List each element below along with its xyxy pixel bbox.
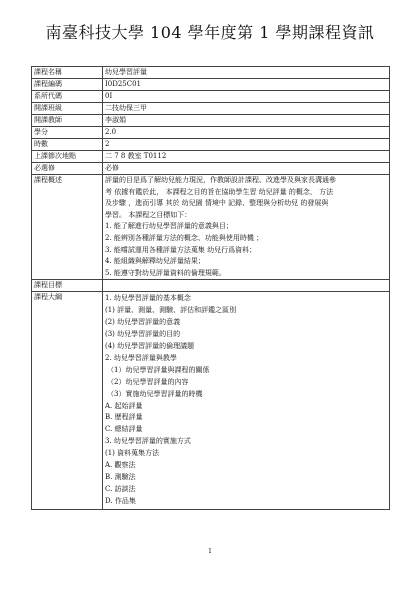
outline-item: A. 觀察法: [105, 461, 136, 470]
row-label: 課程概述: [32, 175, 103, 280]
outline-item: （3）實施幼兒學習評量的時機: [107, 389, 203, 398]
outline-item: D. 作品集: [105, 496, 136, 505]
table-row: [32, 139, 390, 151]
goal-item: 1. 能了解進行幼兒學習評量的意義與目；: [105, 222, 233, 231]
outline-item: 2. 幼兒學習評量與教學: [105, 353, 177, 362]
table-row: [32, 91, 390, 103]
row-value: 必修: [103, 163, 390, 175]
outline-item: (1) 資料蒐集方法: [105, 449, 160, 458]
overview-line: 及步驟 ，進而引導 其於 幼兒園 情境中 記錄、整理與分析幼兒 的發展與: [105, 199, 329, 208]
table-row-objectives: [32, 280, 390, 292]
table-row-overview: [32, 175, 390, 280]
row-value: 2.0: [103, 127, 390, 139]
outline-item: （2）幼兒學習評量的內容: [107, 377, 189, 386]
outline-cell: [103, 292, 390, 509]
outline-item: B. 測驗法: [105, 472, 136, 481]
table-row: [32, 79, 390, 91]
table-row: [32, 103, 390, 115]
row-label: 開課班級: [32, 103, 103, 115]
outline-item: (1) 評量、測量、測驗、評估和評鑑之區別: [105, 306, 237, 315]
row-value: 2: [103, 139, 390, 151]
table-row: [32, 163, 390, 175]
course-info-table: [31, 66, 390, 510]
row-label: 課程名稱: [32, 67, 103, 79]
goal-item: 5. 能遵守對幼兒評量資料的倫理規範。: [105, 268, 226, 277]
row-label: 上課節次地點: [32, 151, 103, 163]
outline-item: 1. 幼兒學習評量的基本概念: [105, 294, 191, 303]
row-label: 學分: [32, 127, 103, 139]
table-row: [32, 151, 390, 163]
row-value: [103, 280, 390, 292]
row-label: 時數: [32, 139, 103, 151]
row-value: 二 7 8 教室 T0112: [103, 151, 390, 163]
row-label: 系所代碼: [32, 91, 103, 103]
overview-line: 考 依據有鑑於此， 本課程之目的旨在協助學生習 幼兒評量 的概念， 方法: [105, 187, 334, 196]
outline-item: (2) 幼兒學習評量的意義: [105, 318, 181, 327]
overview-goals-list: [105, 221, 387, 279]
outline-item: C. 訪談法: [105, 484, 136, 493]
row-value: 二技幼保三甲: [103, 103, 390, 115]
overview-line: 學習。 本課程之目標如下：: [105, 210, 192, 219]
outline-item: A. 起始評量: [105, 401, 143, 410]
table-row-outline: [32, 292, 390, 509]
outline-item: B. 歷程評量: [105, 413, 143, 422]
row-value: I0D25C01: [103, 79, 390, 91]
table-row: [32, 127, 390, 139]
outline-item: 3. 幼兒學習評量的實施方式: [105, 437, 191, 446]
row-value: 李淑娟: [103, 115, 390, 127]
table-row: [32, 67, 390, 79]
outline-item: （1）幼兒學習評量與課程的關係: [107, 365, 210, 374]
goal-item: 3. 能嚐試運用各種評量方法蒐集 幼兒行爲資料；: [105, 245, 257, 254]
outline-item: (4) 幼兒學習評量的倫理議題: [105, 341, 195, 350]
row-value: 0I: [103, 91, 390, 103]
goal-item: 4. 能組織與解釋幼兒評量結果；: [105, 257, 205, 266]
overview-cell: [103, 175, 390, 280]
row-label: 課程目標: [32, 280, 103, 292]
outline-list: [105, 293, 387, 507]
outline-item: C. 總結評量: [105, 425, 143, 434]
row-label: 必選修: [32, 163, 103, 175]
overview-intro: [105, 175, 387, 221]
goal-item: 2. 能辨別各種評量方法的概念、功能與使用時機 ；: [105, 233, 264, 242]
row-label: 課程編碼: [32, 79, 103, 91]
page-number: 1: [208, 548, 212, 555]
table-row: [32, 115, 390, 127]
page-title: 南臺科技大學 104 學年度第 1 學期課程資訊: [45, 23, 375, 42]
row-label: 開課教師: [32, 115, 103, 127]
overview-line: 評量的目是爲了解幼兒能力現況，作教師設計課程、改進學及與家長溝通參: [105, 176, 336, 184]
row-label: 課程大綱: [32, 292, 103, 509]
outline-item: (3) 幼兒學習評量的目的: [105, 330, 181, 339]
row-value: 幼兒學習評量: [103, 67, 390, 79]
